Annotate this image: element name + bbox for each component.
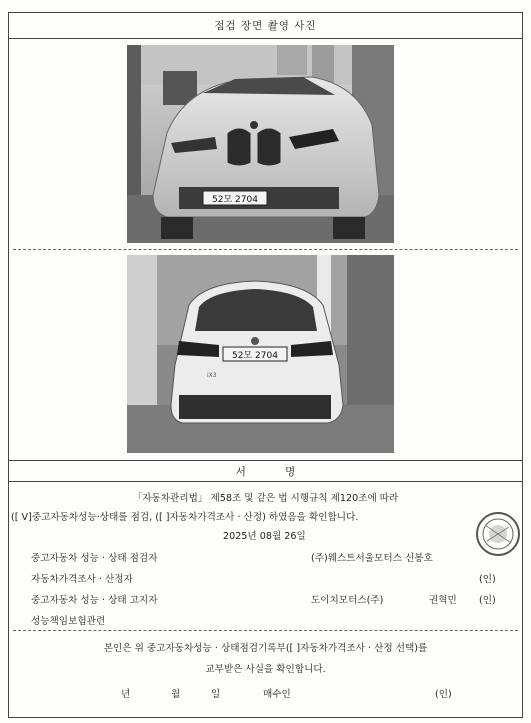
photo-divider [13, 249, 518, 250]
page-title: 점검 장면 촬영 사진 [9, 13, 522, 39]
day-label: 일 [211, 689, 221, 700]
law-reference-line: 「자동차관리법」 제58조 및 같은 법 시행규칙 제120조에 따라 [132, 493, 399, 504]
notifier-seal: (인) [479, 595, 496, 606]
signature-section-title: 서 명 [9, 460, 522, 482]
front-car-photo [127, 45, 394, 243]
notifier-label: 중고자동차 성능 · 상태 고지자 [31, 595, 158, 606]
month-label: 월 [171, 689, 181, 700]
inspector-name: (주)웨스트서울모터스 신봉호 [311, 553, 433, 564]
receipt-line-1: 본인은 위 중고자동차성능 · 상태점검기록부([ ]자동차가격조사 · 산정 선택)를 [103, 643, 428, 654]
insurance-label: 성능책임보험관련 [31, 616, 106, 627]
buyer-seal: (인) [435, 689, 452, 700]
inspector-label: 중고자동차 성능 · 상태 점검자 [31, 553, 158, 564]
receipt-line-2: 교부받은 사실을 확인합니다. [205, 664, 326, 675]
rear-car-photo [127, 255, 394, 453]
price-assessor-label: 자동차가격조사 · 산정자 [31, 574, 133, 585]
notifier-company: 도이치모터스(주) [311, 595, 384, 606]
confirm-line: ([ V]중고자동차성능·상태를 점검, ([ ]자동차가격조사 · 산정) 하였음을 확인합니다. [11, 512, 359, 523]
year-label: 년 [121, 689, 131, 700]
model-badge: iX3 [207, 372, 217, 379]
receipt-divider [13, 630, 518, 631]
front-plate-text: 52모 2704 [212, 195, 258, 205]
notifier-name: 권혁민 [429, 595, 457, 606]
company-seal-stamp [475, 511, 521, 560]
price-assessor-seal: (인) [479, 574, 496, 585]
rear-plate-text: 52모 2704 [232, 351, 278, 361]
buyer-label: 매수인 [263, 689, 291, 700]
document-frame [8, 12, 523, 718]
inspection-date: 2025년 08월 26일 [223, 531, 306, 542]
